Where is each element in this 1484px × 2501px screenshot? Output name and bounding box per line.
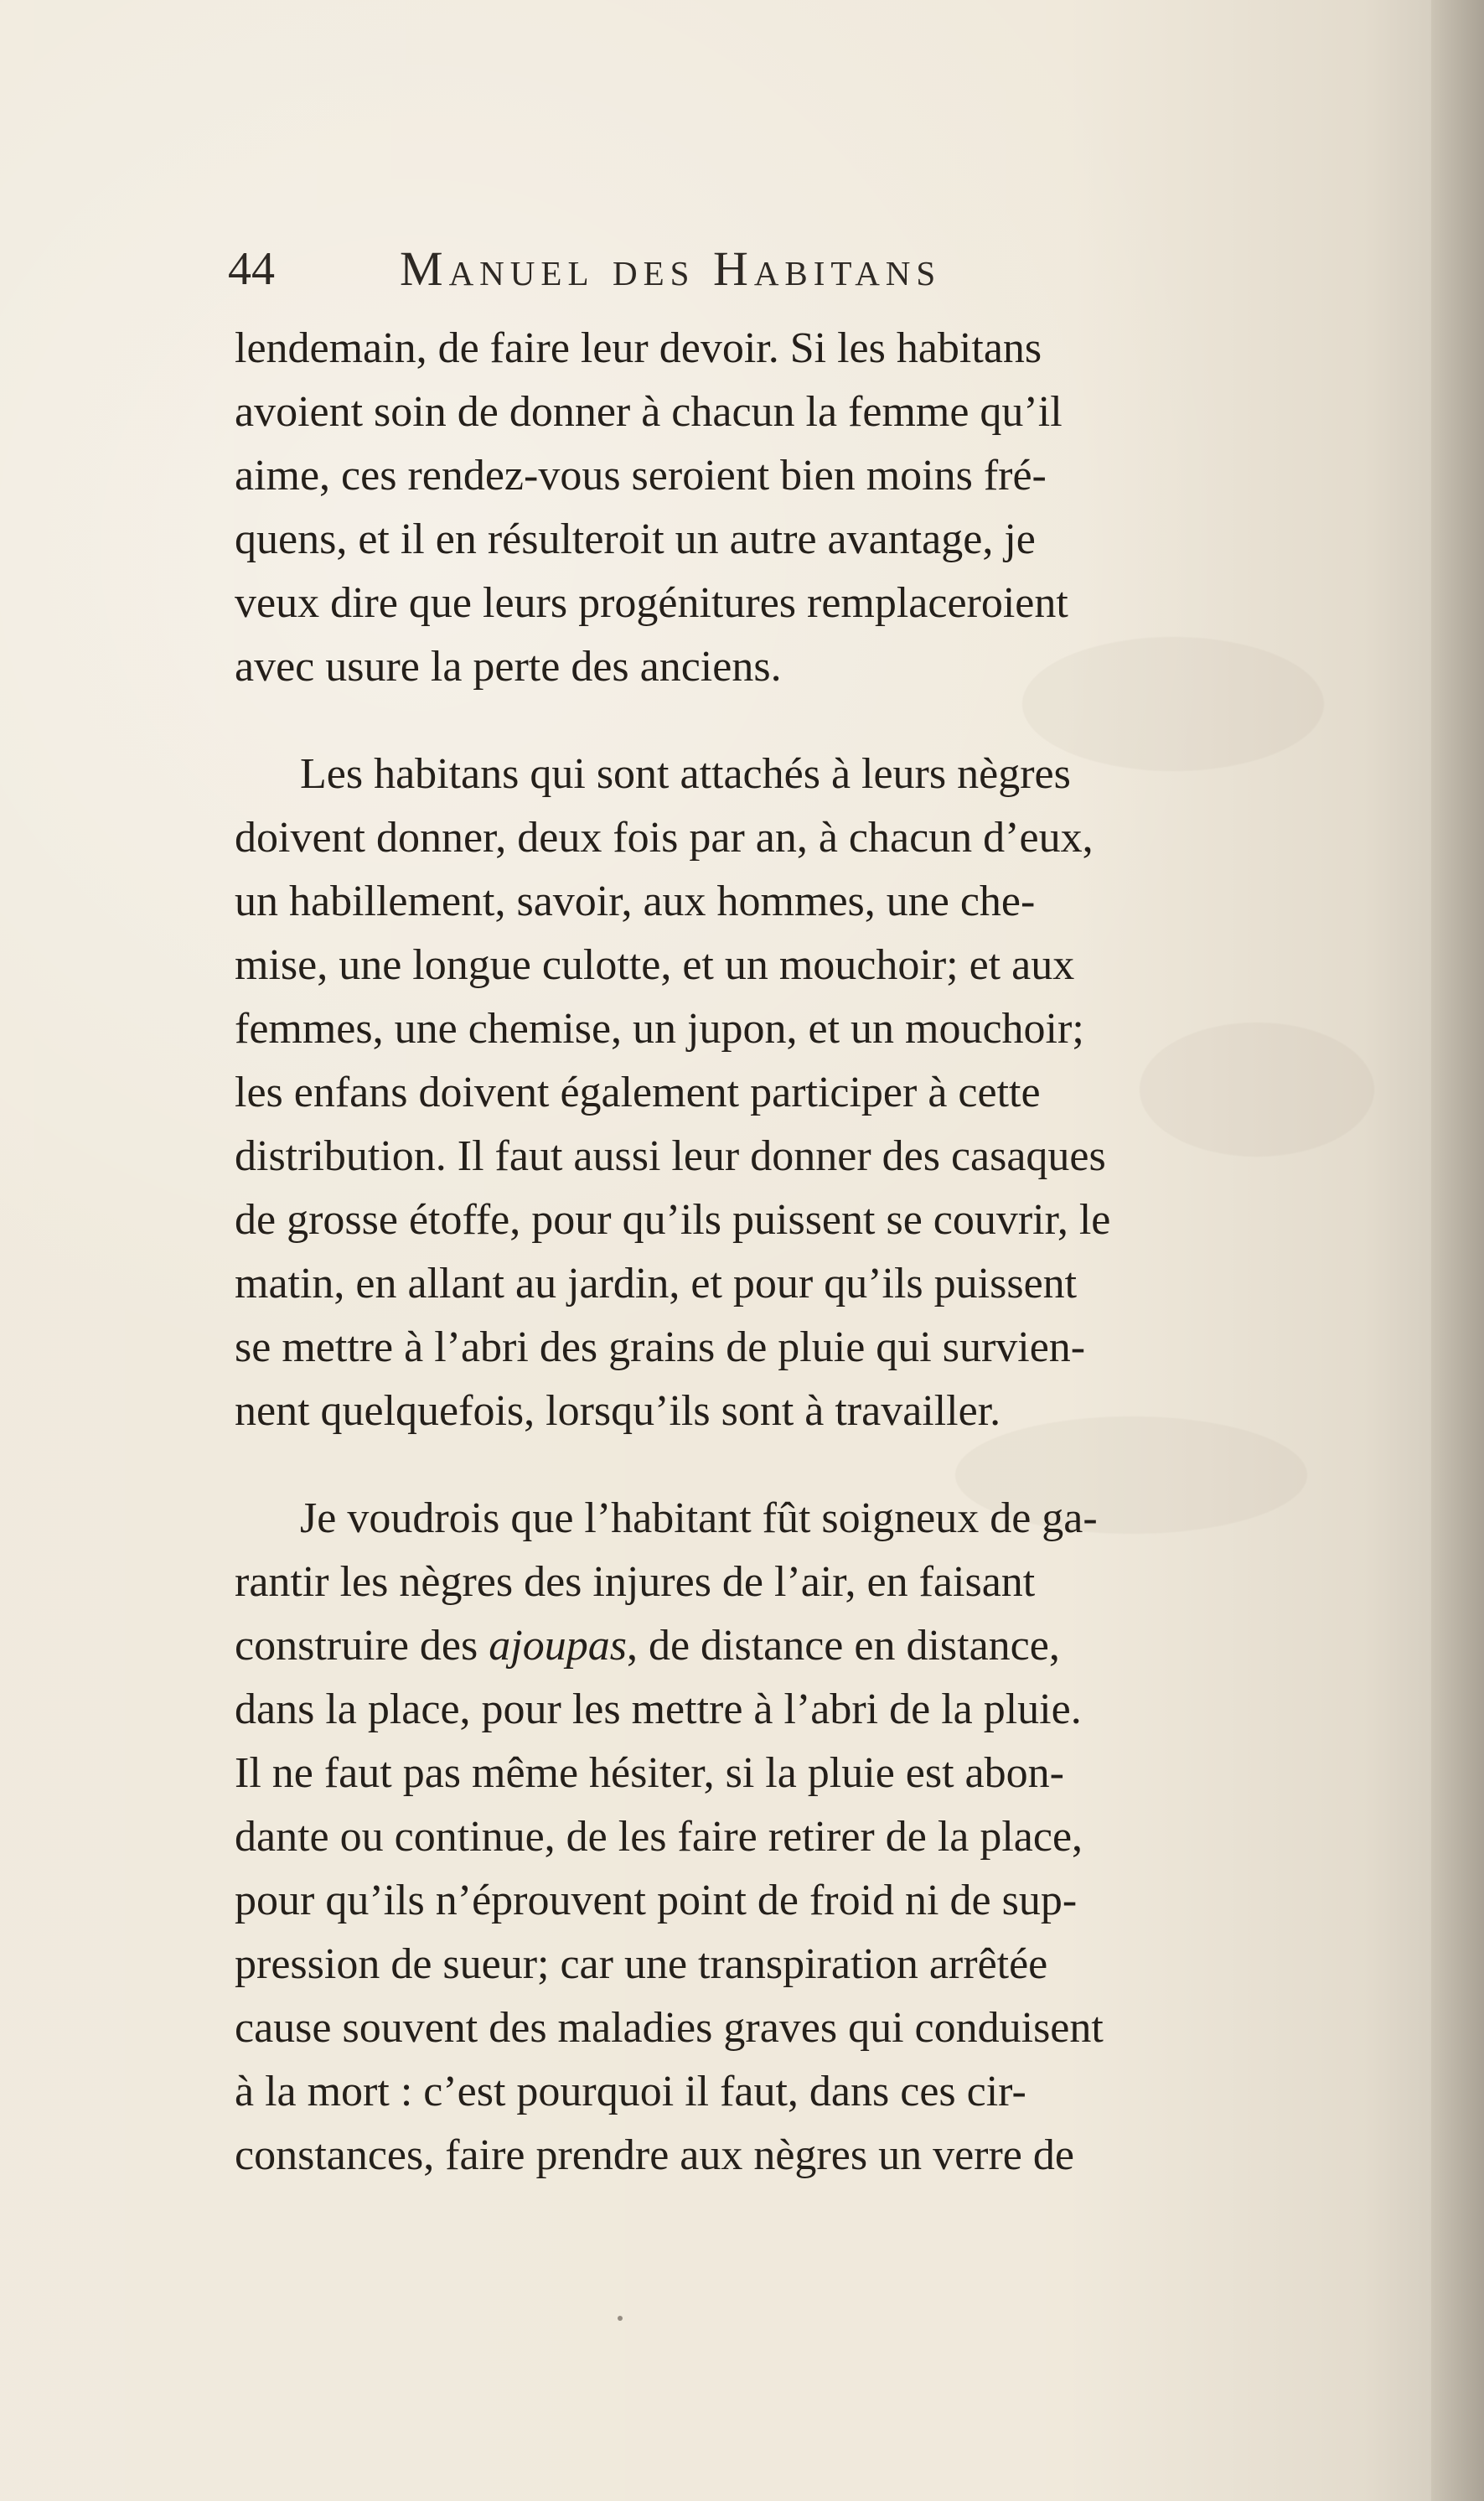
text-line: avoient soin de donner à chacun la femme qu’il bbox=[235, 388, 1063, 436]
italic-word: ajoupas bbox=[489, 1622, 627, 1670]
text-line: matin, en allant au jardin, et pour qu’ils puissent bbox=[235, 1260, 1078, 1307]
text-line: nent quelquefois, lorsqu’ils sont à travailler. bbox=[235, 1387, 1001, 1435]
text-line: rantir les nègres des injures de l’air, en faisant bbox=[235, 1558, 1036, 1606]
text-line: un habillement, savoir, aux hommes, une che- bbox=[235, 878, 1036, 925]
text-line: avec usure la perte des anciens. bbox=[235, 643, 782, 691]
text-line: dans la place, pour les mettre à l’abri de la pluie. bbox=[235, 1685, 1082, 1733]
text-line: distribution. Il faut aussi leur donner des casaques bbox=[235, 1132, 1106, 1180]
text-line: aime, ces rendez-vous seroient bien moins fré- bbox=[235, 452, 1047, 500]
text-line: dante ou continue, de les faire retirer de la place, bbox=[235, 1813, 1083, 1861]
text-line: veux dire que leurs progénitures remplaceroient bbox=[235, 579, 1068, 627]
text-line: doivent donner, deux fois par an, à chacun d’eux, bbox=[235, 814, 1094, 862]
text-line: Je voudrois que l’habitant fût soigneux de ga- bbox=[300, 1494, 1098, 1542]
page-title: Manuel des Habitans bbox=[400, 241, 942, 296]
page-number: 44 bbox=[228, 243, 275, 295]
paragraph bbox=[235, 1487, 1391, 2188]
body-text bbox=[235, 317, 1391, 2188]
text-line: constances, faire prendre aux nègres un verre de bbox=[235, 2131, 1074, 2179]
text-line: les enfans doivent également participer à cette bbox=[235, 1069, 1041, 1116]
text-line: pression de sueur; car une transpiration arrêtée bbox=[235, 1940, 1048, 1988]
running-head bbox=[228, 239, 1284, 299]
text-line: lendemain, de faire leur devoir. Si les habitans bbox=[235, 324, 1042, 372]
text-line: femmes, une chemise, un jupon, et un mouchoir; bbox=[235, 1005, 1084, 1053]
ink-dot bbox=[618, 2316, 623, 2321]
text-line: quens, et il en résulteroit un autre avantage, je bbox=[235, 515, 1036, 563]
paragraph bbox=[235, 743, 1391, 1443]
text-line: Il ne faut pas même hésiter, si la pluie est abon- bbox=[235, 1749, 1064, 1797]
text-line: se mettre à l’abri des grains de pluie qui survien- bbox=[235, 1323, 1086, 1371]
italic-line-prefix: construire des bbox=[235, 1622, 489, 1670]
text-line: Les habitans qui sont attachés à leurs nègres bbox=[300, 750, 1071, 798]
text-line: de grosse étoffe, pour qu’ils puissent se couvrir, le bbox=[235, 1196, 1111, 1244]
text-line: cause souvent des maladies graves qui conduisent bbox=[235, 2004, 1104, 2052]
text-line: pour qu’ils n’éprouvent point de froid ni de sup- bbox=[235, 1877, 1078, 1924]
text-line: à la mort : c’est pourquoi il faut, dans ces cir- bbox=[235, 2068, 1026, 2115]
italic-line-suffix: , de distance en distance, bbox=[626, 1622, 1060, 1670]
text-line: mise, une longue culotte, et un mouchoir; et aux bbox=[235, 941, 1075, 989]
text-line-with-italic bbox=[235, 1614, 1391, 1678]
paragraph bbox=[235, 317, 1391, 699]
